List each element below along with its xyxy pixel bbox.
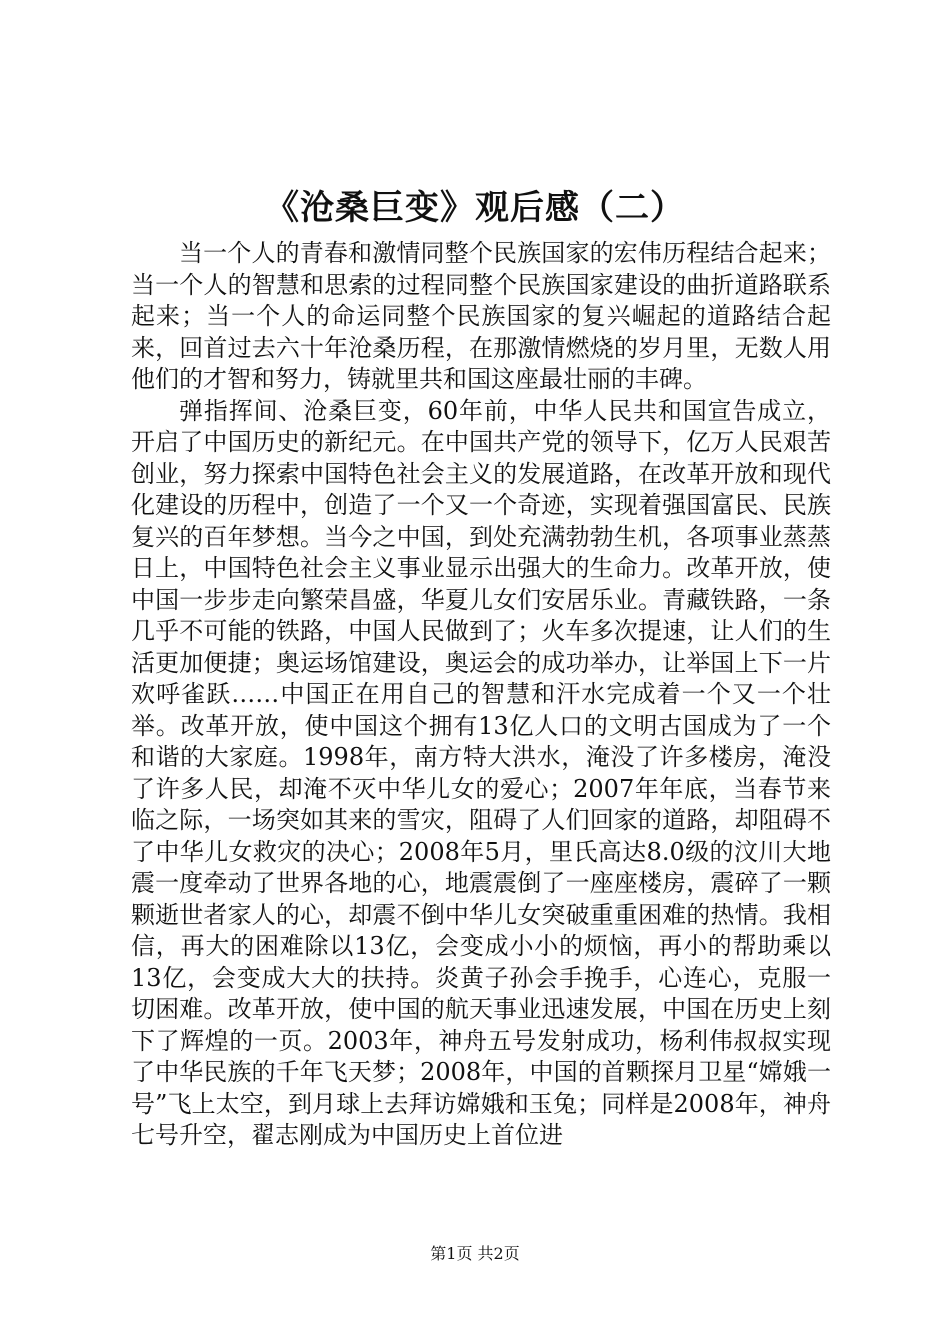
paragraph-1: 当一个人的青春和激情同整个民族国家的宏伟历程结合起来；当一个人的智慧和思索的过程同整个民族国家建设的曲折道路联系起来；当一个人的命运同整个民族国家的复兴崛起的道路结合起来，回首过去六十年沧桑历程，在那激情燃烧的岁月里，无数人用他们的才智和努力，铸就里共和国这座最壮丽的丰碑。 <box>131 239 831 393</box>
document-title: 《沧桑巨变》观后感（二） <box>265 188 685 228</box>
page-footer: 第1页 共2页 <box>430 1244 520 1263</box>
document-body <box>131 238 831 1152</box>
paragraph-2: 弹指挥间、沧桑巨变，60年前，中华人民共和国宣告成立，开启了中国历史的新纪元。在中国共产党的领导下，亿万人民艰苦创业，努力探索中国特色社会主义的发展道路，在改革开放和现代化建设的历程中，创造了一个又一个奇迹，实现着强国富民、民族复兴的百年梦想。当今之中国，到处充满勃勃生机，各项事业蒸蒸日上，中国特色社会主义事业显示出强大的生命力。改革开放，使中国一步步走向繁荣昌盛，华夏儿女们安居乐业。青藏铁路，一条几乎不可能的铁路，中国人民做到了；火车多次提速，让人们的生活更加便捷；奥运场馆建设，奥运会的成功举办，让举国上下一片欢呼雀跃……中国正在用自己的智慧和汗水完成着一个又一个壮举。改革开放，使中国这个拥有13亿人口的文明古国成为了一个和谐的大家庭。1998年，南方特大洪水，淹没了许多楼房，淹没了许多人民，却淹不灭中华儿女的爱心；2007年年底，当春节来临之际，一场突如其来的雪灾，阻碍了人们回家的道路，却阻碍不了中华儿女救灾的决心；2008年5月，里氏高达8.0级的汶川大地震一度牵动了世界各地的心，地震震倒了一座座楼房，震碎了一颗颗逝世者家人的心，却震不倒中华儿女突破重重困难的热情。我相信，再大的困难除以13亿，会变成小小的烦恼，再小的帮助乘以13亿，会变成大大的扶持。炎黄子孙会手挽手，心连心，克服一切困难。改革开放，使中国的航天事业迅速发展，中国在历史上刻下了辉煌的一页。2003年，神舟五号发射成功，杨利伟叔叔实现了中华民族的千年飞天梦；2008年，中国的首颗探月卫星“嫦娥一号”飞上太空，到月球上去拜访嫦娥和玉兔；同样是2008年，神舟七号升空，翟志刚成为中国历史上首位进 <box>131 396 831 1149</box>
